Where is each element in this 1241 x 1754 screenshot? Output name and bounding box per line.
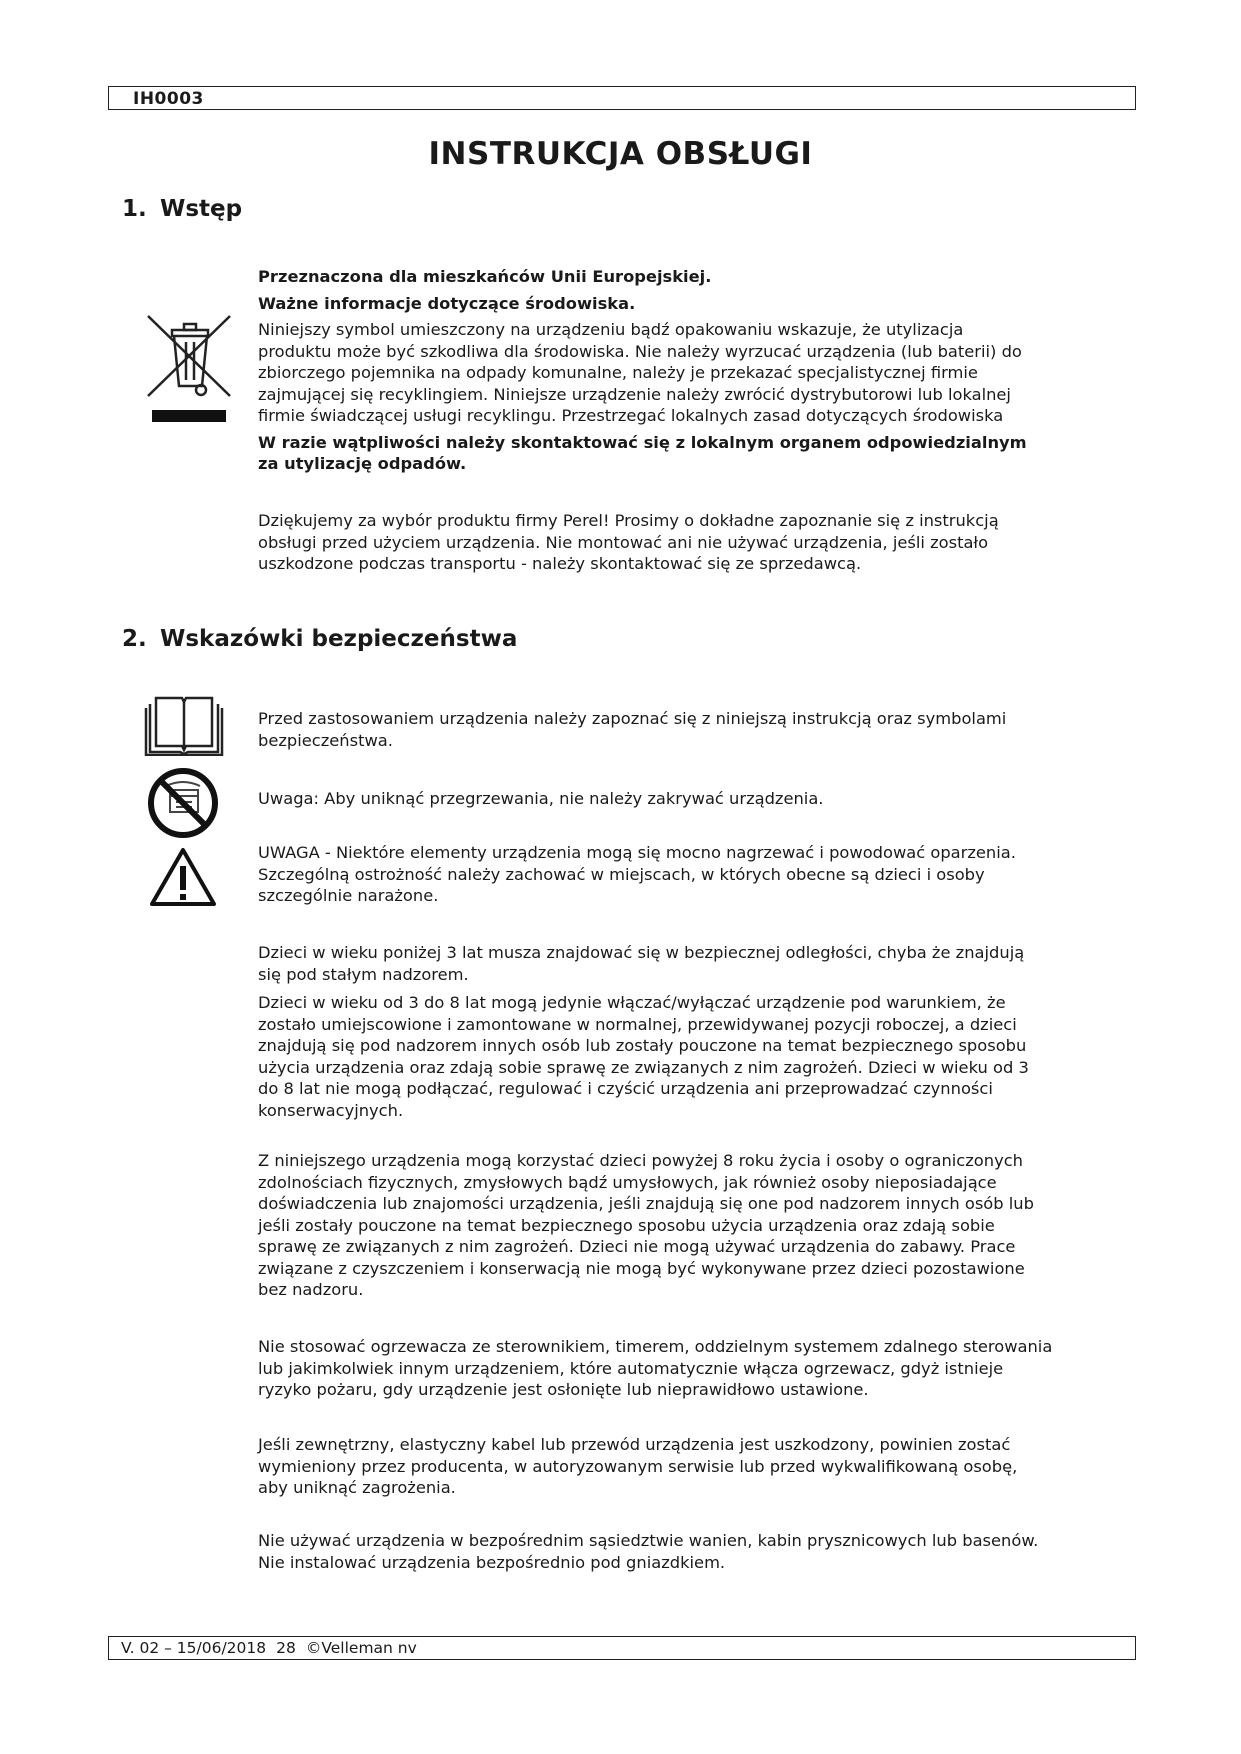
children-over-8-paragraph [258,1150,1128,1301]
text-line: do 8 lat nie mogą podłączać, regulować i czyścić urządzenia ani przeprowadzać czynności [258,1079,993,1098]
text-line: obsługi przed użyciem urządzenia. Nie montować ani nie używać urządzenia, jeśli zostało [258,532,989,552]
children-under-3-paragraph [258,942,1128,985]
text-line: zdolnościach fizycznych, zmysłowych bądź umysłowych, jak również osoby nieposiadające [258,1172,997,1192]
weee-bin-icon [142,310,237,425]
header-box [108,86,1136,110]
text-line: Dzieci w wieku od 3 do 8 lat mogą jedynie włączać/wyłączać urządzenie pod warunkiem, że [258,993,1006,1012]
thanks-paragraph [258,510,1128,575]
product-code: IH0003 [133,89,204,109]
text-line: Z niniejszego urządzenia mogą korzystać dzieci powyżej 8 roku życia i osoby o ograniczonych [258,1151,1023,1170]
children-3-to-8-paragraph [258,992,1128,1121]
text-line: lub jakimkolwiek innym urządzeniem, które automatycznie włącza ogrzewacz, gdyż istnieje [258,1358,1004,1378]
eu-title: Przeznaczona dla mieszkańców Unii Europejskiej. [258,267,712,286]
env-title: Ważne informacje dotyczące środowiska. [258,293,636,313]
text-line: Dzieci w wieku poniżej 3 lat musza znajdować się w bezpiecznej odległości, chyba że znajdują [258,943,1025,962]
text-line: za utylizację odpadów. [258,454,467,473]
page-title: INSTRUKCJA OBSŁUGI [428,136,813,172]
text-line: Przed zastosowaniem urządzenia należy zapoznać się z niniejszą instrukcją oraz symbolami [258,709,1007,728]
text-line: wymieniony przez producenta, w autoryzowanym serwisie lub przed wykwalifikowaną osobę, [258,1456,1018,1476]
text-line: bez nadzoru. [258,1280,364,1299]
text-line: się pod stałym nadzorem. [258,964,469,984]
text-line: Jeśli zewnętrzny, elastyczny kabel lub przewód urządzenia jest uszkodzony, powinien zostać [258,1435,1011,1454]
text-line: zbiorczego pojemnika na odpady komunalne, należy je przekazać specjalistycznej firmie [258,363,978,382]
text-line: Szczególną ostrożność należy zachować w miejscach, w których obecne są dzieci i osoby [258,864,985,884]
section-1-number: 1. [122,196,147,222]
do-not-cover-icon [146,766,220,840]
env-paragraph [258,319,1128,427]
text-line: zostało umiejscowione i zamontowane w normalnej, przewidywanej pozycji roboczej, a dzieci [258,1014,1017,1034]
text-line: znajdują się pod nadzorem innych osób lub zostały pouczone na temat bezpiecznego sposobu [258,1036,1027,1055]
section-2-title: Wskazówki bezpieczeństwa [160,626,518,652]
text-line: szczególnie narażone. [258,886,439,905]
text-line: W razie wątpliwości należy skontaktować się z lokalnym organem odpowiedzialnym [258,432,1027,452]
hot-parts-paragraph [258,842,1128,907]
text-line: konserwacyjnych. [258,1100,404,1120]
section-2-number: 2. [122,626,147,652]
text-line: firmie świadczącej usługi recyklingu. Przestrzegać lokalnych zasad dotyczących środowiska [258,406,1004,425]
text-line: UWAGA - Niektóre elementy urządzenia mogą się mocno nagrzewać i powodować oparzenia. [258,843,1016,862]
footer-text [121,1639,417,1657]
text-line: Uwaga: Aby uniknąć przegrzewania, nie należy zakrywać urządzenia. [258,789,824,808]
text-line: Niniejszy symbol umieszczony na urządzeniu bądź opakowaniu wskazuje, że utylizacja [258,320,964,339]
text-line: uszkodzone podczas transportu - należy skontaktować się ze sprzedawcą. [258,554,862,573]
text-line: sprawę ze związanych z nim zagrożeń. Dzieci nie mogą używać urządzenia do zabawy. Prace [258,1237,1016,1256]
bath-paragraph [258,1530,1128,1573]
section-1-title: Wstęp [160,196,243,222]
text-line: ryzyko pożaru, gdy urządzenie jest osłonięte lub nieprawidłowo ustawione. [258,1380,869,1399]
read-manual-icon [144,694,224,756]
doubt-paragraph [258,432,1128,475]
cover-paragraph [258,788,1128,810]
text-line: Nie używać urządzenia w bezpośrednim sąsiedztwie wanien, kabin prysznicowych lub basenów. [258,1531,1039,1550]
text-line: Nie instalować urządzenia bezpośrednio pod gniazdkiem. [258,1552,726,1572]
footer [108,1636,1136,1660]
text-line: Dziękujemy za wybór produktu firmy Perel! Prosimy o dokładne zapoznanie się z instrukcją [258,511,999,530]
warning-triangle-icon [148,846,218,908]
eu-notice-block [258,266,1128,475]
text-line: użycia urządzenia oraz zdają sobie sprawę ze związanych z nim zagrożeń. Dzieci w wieku od 3 [258,1057,1029,1077]
text-line: produktu może być szkodliwa dla środowiska. Nie należy wyrzucać urządzenia (lub baterii) do [258,341,1022,361]
footer-page-number: 28 [276,1639,296,1657]
text-line: aby uniknąć zagrożenia. [258,1478,456,1497]
manual-paragraph [258,708,1128,751]
text-line: bezpieczeństwa. [258,730,393,750]
footer-version: V. 02 – 15/06/2018 [121,1639,267,1657]
footer-copyright: ©Velleman nv [305,1639,417,1657]
section-1-heading [122,196,242,222]
text-line: Nie stosować ogrzewacza ze sterownikiem, timerem, oddzielnym systemem zdalnego sterowania [258,1337,1053,1356]
timer-paragraph [258,1336,1128,1401]
text-line: doświadczenia lub znajomości urządzenia, jeśli znajdują się one pod nadzorem innych osób lub [258,1194,1034,1213]
cable-paragraph [258,1434,1128,1499]
text-line: związane z czyszczeniem i konserwacją nie mogą być wykonywane przez dzieci pozostawione [258,1258,1025,1278]
text-line: jeśli zostały pouczone na temat bezpiecznego sposobu użycia urządzenia oraz zdają sobie [258,1215,995,1235]
section-2-heading [122,626,517,652]
text-line: zajmującej się recyklingiem. Niniejsze urządzenie należy zwrócić dystrybutorowi lub lokalnej [258,384,1011,404]
